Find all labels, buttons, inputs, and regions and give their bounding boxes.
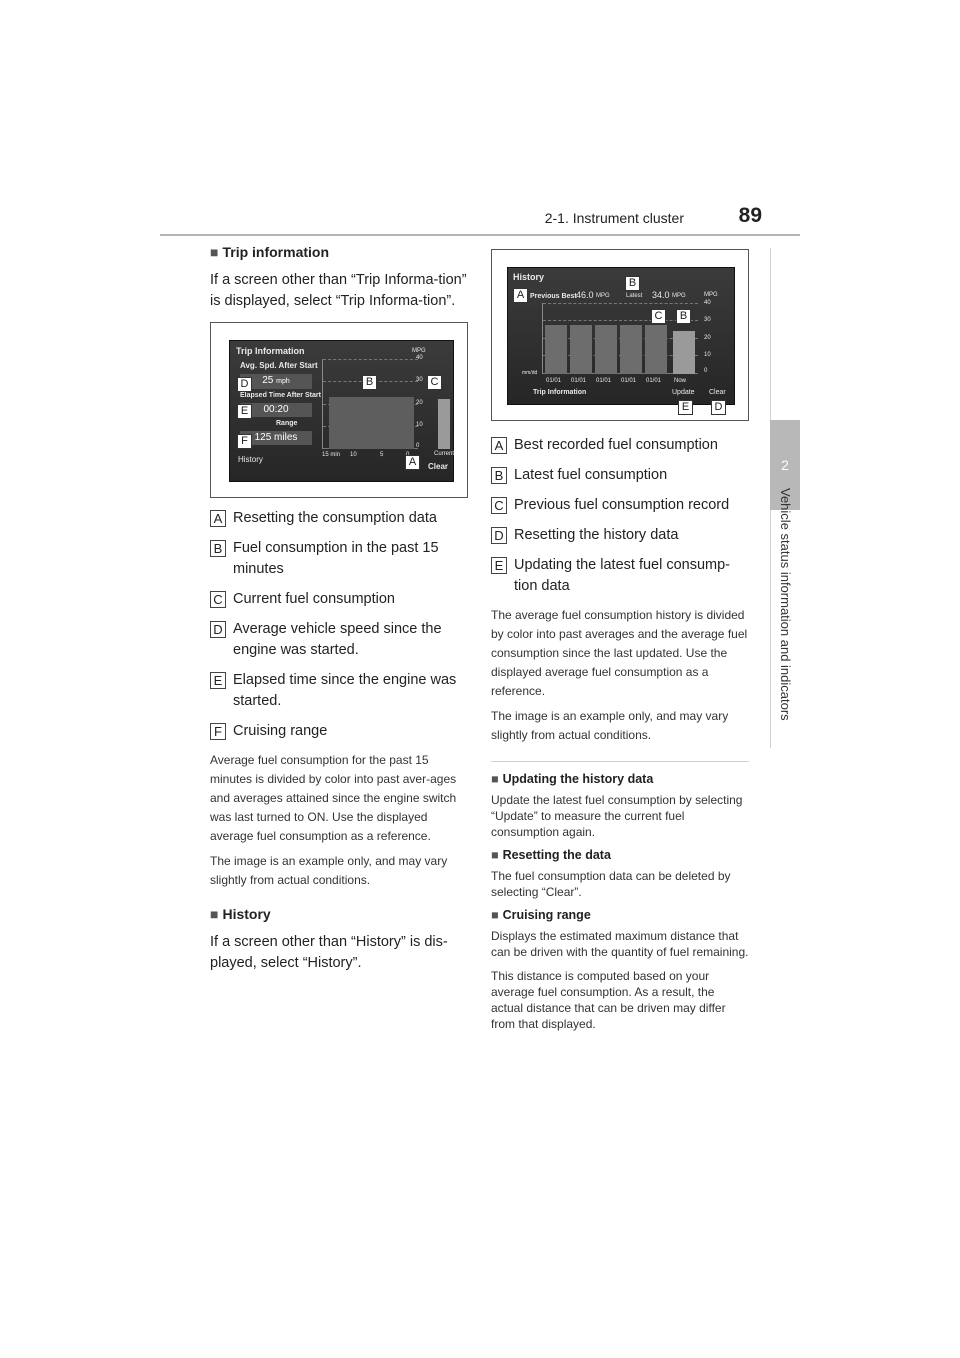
y-tick-20: 20 [704, 335, 711, 341]
x-tick-10: 10 [350, 452, 357, 458]
history-figure [491, 249, 749, 421]
previous-best-value: 46.0 [576, 290, 594, 300]
range-label: Range [276, 420, 298, 427]
avg-speed-value: 25 [262, 375, 274, 386]
history-bar [545, 325, 567, 374]
heading-marker-icon: ■ [491, 908, 499, 922]
legend-item: A Resetting the consumption data [210, 508, 468, 529]
x-tick-date: 01/01 [546, 378, 562, 384]
legend-item: A Best recorded fuel consumption [491, 435, 749, 456]
legend-item: B Latest fuel consumption [491, 465, 749, 486]
y-tick-30: 30 [704, 317, 711, 323]
callout-f: F [237, 434, 252, 449]
trip-note: Average fuel consumption for the past 15 minutes is divided by color into past aver-ages and averages attained since the engine switch was last turned to ON. Use the displayed average fuel consumption as a reference. [210, 753, 457, 843]
history-heading: ■ History [210, 906, 271, 922]
callout-e: E [237, 404, 252, 419]
callout-b: B [625, 276, 640, 291]
range-value: 125 miles [240, 431, 312, 445]
trip-screen [229, 340, 454, 482]
y-tick-20: 20 [416, 400, 423, 406]
left-column [210, 240, 468, 974]
letter-badge: C [210, 591, 226, 608]
letter-badge: E [491, 557, 507, 574]
y-tick-40: 40 [416, 355, 423, 361]
page-header [160, 200, 800, 236]
history-bar [645, 325, 667, 374]
callout-c: C [427, 375, 442, 390]
previous-best-unit: MPG [596, 293, 610, 299]
legend-item: D Resetting the history data [491, 525, 749, 546]
trip-disclaimer: The image is an example only, and may vary slightly from actual conditions. [210, 854, 448, 887]
letter-badge: F [210, 723, 226, 740]
trip-information-figure [210, 322, 468, 498]
x-tick-15min: 15 min [322, 452, 341, 458]
trip-chart-grid [322, 359, 418, 449]
letter-badge: E [210, 672, 226, 689]
x-tick-date: 01/01 [571, 378, 587, 384]
elapsed-label: Elapsed Time After Start [240, 392, 321, 399]
resetting-heading: ■ Resetting the data [491, 848, 611, 862]
y-tick-0: 0 [416, 443, 420, 449]
history-disclaimer: The image is an example only, and may vary slightly from actual conditions. [491, 709, 729, 742]
y-tick-40: 40 [704, 300, 711, 306]
history-note: The average fuel consumption history is divided by color into past averages and the average fuel consumption since the last updated. Use the displayed average fuel consumption as a reference. [491, 608, 748, 698]
heading-marker-icon: ■ [491, 848, 499, 862]
history-bar [620, 325, 642, 374]
update-button[interactable]: Update [672, 389, 695, 396]
y-tick-0: 0 [704, 368, 708, 374]
history-screen [507, 267, 735, 405]
y-tick-10: 10 [704, 352, 711, 358]
letter-badge: A [210, 510, 226, 527]
legend-item: E Updating the latest fuel consump-tion data [491, 555, 749, 597]
callout-e: E [678, 400, 693, 415]
callout-c: C [651, 309, 666, 324]
chapter-title: Vehicle status information and indicators [778, 488, 793, 721]
right-column [491, 249, 749, 1040]
legend-item: C Previous fuel consumption record [491, 495, 749, 516]
callout-b: B [362, 375, 377, 390]
heading-marker-icon: ■ [210, 244, 219, 260]
letter-badge: C [491, 497, 507, 514]
avg-speed-unit: mph [276, 378, 290, 385]
cruising-heading: ■ Cruising range [491, 908, 591, 922]
x-tick-5: 5 [380, 452, 384, 458]
letter-badge: A [491, 437, 507, 454]
history-intro: If a screen other than “History” is dis-played, select “History”. [210, 934, 448, 971]
updating-text: Update the latest fuel consumption by selecting “Update” to measure the current fuel consumption again. [491, 793, 743, 839]
letter-badge: B [491, 467, 507, 484]
trip-screen-title: Trip Information [236, 346, 305, 356]
cruising-text-1: Displays the estimated maximum distance that can be driven with the quantity of fuel remaining. [491, 929, 749, 959]
y-tick-30: 30 [416, 377, 423, 383]
heading-marker-icon: ■ [210, 906, 219, 922]
clear-button[interactable]: Clear [709, 389, 726, 396]
history-link[interactable]: History [238, 455, 263, 464]
x-tick-date: 01/01 [596, 378, 612, 384]
x-tick-now: Now [674, 378, 687, 384]
legend-item: C Current fuel consumption [210, 589, 468, 610]
history-legend [491, 435, 749, 597]
letter-badge: D [210, 621, 226, 638]
page-number: 89 [738, 204, 762, 227]
trip-information-link[interactable]: Trip Information [533, 389, 587, 396]
history-bar-now [673, 331, 695, 374]
resetting-text: The fuel consumption data can be deleted by selecting “Clear”. [491, 869, 731, 899]
history-bar [595, 325, 617, 374]
current-fuel-bar [438, 399, 450, 449]
current-label: Current [434, 451, 455, 457]
mpg-unit: MPG [704, 292, 718, 298]
avg-speed-label: Avg. Spd. After Start [240, 361, 318, 370]
section-divider [491, 761, 749, 762]
letter-badge: B [210, 540, 226, 557]
callout-a: A [405, 455, 420, 470]
history-chart-grid [542, 303, 698, 374]
history-bar [570, 325, 592, 374]
history-screen-title: History [513, 272, 545, 282]
legend-item: F Cruising range [210, 721, 468, 742]
callout-d: D [237, 377, 252, 392]
legend-item: D Average vehicle speed since the engine was started. [210, 619, 468, 661]
trip-legend [210, 508, 468, 742]
legend-item: B Fuel consumption in the past 15 minutes [210, 538, 468, 580]
latest-value: 34.0 [652, 290, 670, 300]
heading-marker-icon: ■ [491, 772, 499, 786]
callout-d: D [711, 400, 726, 415]
elapsed-value: 00:20 [240, 403, 312, 417]
mpg-unit: MPG [412, 348, 426, 354]
latest-label: Latest [626, 293, 643, 299]
latest-unit: MPG [672, 293, 686, 299]
date-format-label: mm/dd [522, 370, 538, 376]
chapter-tab: 2 [770, 420, 800, 510]
letter-badge: D [491, 527, 507, 544]
legend-item: E Elapsed time since the engine was started. [210, 670, 468, 712]
trip-heading: ■ Trip information [210, 244, 330, 260]
previous-best-label: Previous Best [530, 293, 577, 300]
section-title: 2-1. Instrument cluster [544, 210, 684, 226]
updating-heading: ■ Updating the history data [491, 772, 654, 786]
clear-link[interactable]: Clear [428, 462, 449, 471]
trip-intro: If a screen other than “Trip Informa-tion” is displayed, select “Trip Informa-tion”. [210, 272, 467, 309]
past-fuel-bars [329, 397, 414, 449]
x-tick-date: 01/01 [621, 378, 637, 384]
callout-a: A [513, 288, 528, 303]
callout-b-latest: B [676, 309, 691, 324]
cruising-text-2: This distance is computed based on your average fuel consumption. As a result, the actual distance that can be driven may differ from that displayed. [491, 969, 726, 1031]
x-tick-date: 01/01 [646, 378, 662, 384]
y-tick-10: 10 [416, 422, 423, 428]
